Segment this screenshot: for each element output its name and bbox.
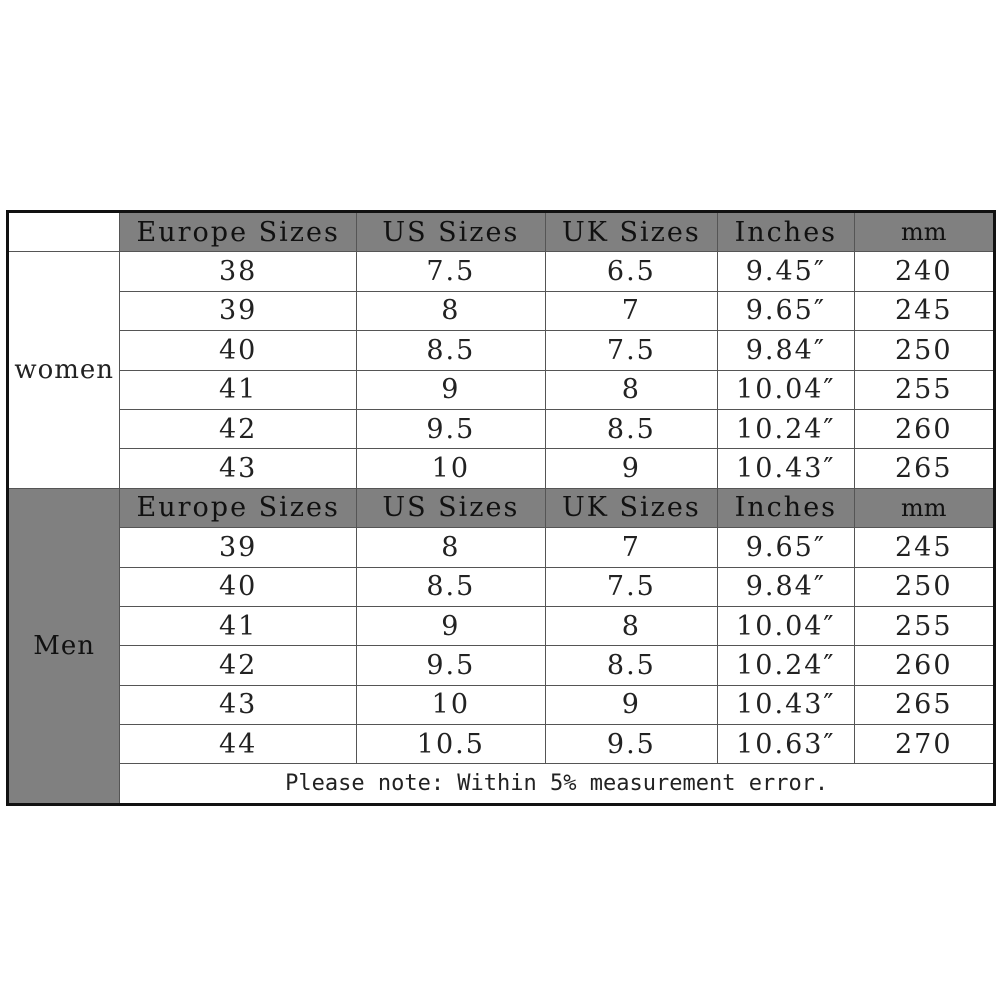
table-cell: 10.24″: [718, 409, 854, 448]
column-header: Europe Sizes: [120, 488, 357, 527]
table-cell: 7: [545, 291, 718, 330]
column-header: Europe Sizes: [120, 212, 357, 252]
column-header: Inches: [718, 488, 854, 527]
table-cell: 7.5: [545, 331, 718, 370]
table-cell: 245: [854, 528, 994, 567]
header-row: [8, 212, 995, 252]
table-cell: 10.24″: [718, 646, 854, 685]
table-cell: 8: [357, 291, 546, 330]
table-row: [8, 646, 995, 685]
table-cell: 41: [120, 370, 357, 409]
table-cell: 10.43″: [718, 449, 854, 488]
table-cell: 6.5: [545, 252, 718, 291]
table-cell: 260: [854, 646, 994, 685]
table-cell: 9.45″: [718, 252, 854, 291]
group-label-men: Men: [8, 488, 120, 804]
table-cell: 8.5: [545, 409, 718, 448]
size-chart-body: [8, 212, 995, 805]
table-cell: 250: [854, 567, 994, 606]
table-cell: 9.84″: [718, 567, 854, 606]
table-cell: 9.84″: [718, 331, 854, 370]
measurement-note: Please note: Within 5% measurement error.: [120, 764, 995, 804]
column-header: UK Sizes: [545, 212, 718, 252]
header-row: [8, 488, 995, 527]
table-cell: 240: [854, 252, 994, 291]
table-cell: 7.5: [357, 252, 546, 291]
table-cell: 265: [854, 685, 994, 724]
table-cell: 270: [854, 725, 994, 764]
table-cell: 40: [120, 331, 357, 370]
table-cell: 9: [545, 685, 718, 724]
column-header: UK Sizes: [545, 488, 718, 527]
group-label-women: women: [8, 252, 120, 488]
table-cell: 39: [120, 291, 357, 330]
table-cell: 250: [854, 331, 994, 370]
table-row: [8, 725, 995, 764]
table-cell: 265: [854, 449, 994, 488]
table-row: [8, 291, 995, 330]
table-row: [8, 567, 995, 606]
table-cell: 10.04″: [718, 606, 854, 645]
column-header: US Sizes: [357, 212, 546, 252]
table-cell: 7.5: [545, 567, 718, 606]
table-row: [8, 409, 995, 448]
table-cell: 9.5: [357, 409, 546, 448]
table-row: [8, 685, 995, 724]
table-cell: 42: [120, 409, 357, 448]
table-cell: 9: [357, 606, 546, 645]
column-header: mm: [854, 212, 994, 252]
table-cell: 245: [854, 291, 994, 330]
table-cell: 10.04″: [718, 370, 854, 409]
table-cell: 8: [545, 370, 718, 409]
table-row: [8, 449, 995, 488]
table-cell: 9: [357, 370, 546, 409]
table-cell: 255: [854, 370, 994, 409]
table-cell: 9.5: [545, 725, 718, 764]
table-cell: 260: [854, 409, 994, 448]
table-cell: 9.5: [357, 646, 546, 685]
table-cell: 8: [545, 606, 718, 645]
table-cell: 42: [120, 646, 357, 685]
corner-cell: [8, 212, 120, 252]
table-cell: 9.65″: [718, 291, 854, 330]
size-chart-table: [6, 210, 996, 806]
table-row: [8, 528, 995, 567]
table-cell: 9.65″: [718, 528, 854, 567]
column-header: Inches: [718, 212, 854, 252]
table-row: [8, 331, 995, 370]
table-cell: 8.5: [545, 646, 718, 685]
table-cell: 10.43″: [718, 685, 854, 724]
table-row: [8, 370, 995, 409]
table-cell: 10: [357, 449, 546, 488]
table-cell: 38: [120, 252, 357, 291]
table-cell: 10.63″: [718, 725, 854, 764]
table-cell: 10.5: [357, 725, 546, 764]
table-row: [8, 606, 995, 645]
table-row: [8, 252, 995, 291]
note-row: [8, 764, 995, 804]
table-cell: 40: [120, 567, 357, 606]
table-cell: 44: [120, 725, 357, 764]
table-cell: 9: [545, 449, 718, 488]
table-cell: 43: [120, 449, 357, 488]
table-cell: 10: [357, 685, 546, 724]
table-cell: 43: [120, 685, 357, 724]
table-cell: 255: [854, 606, 994, 645]
table-cell: 41: [120, 606, 357, 645]
table-cell: 39: [120, 528, 357, 567]
column-header: US Sizes: [357, 488, 546, 527]
table-cell: 8.5: [357, 567, 546, 606]
table-cell: 8.5: [357, 331, 546, 370]
table-cell: 7: [545, 528, 718, 567]
table-cell: 8: [357, 528, 546, 567]
column-header: mm: [854, 488, 994, 527]
